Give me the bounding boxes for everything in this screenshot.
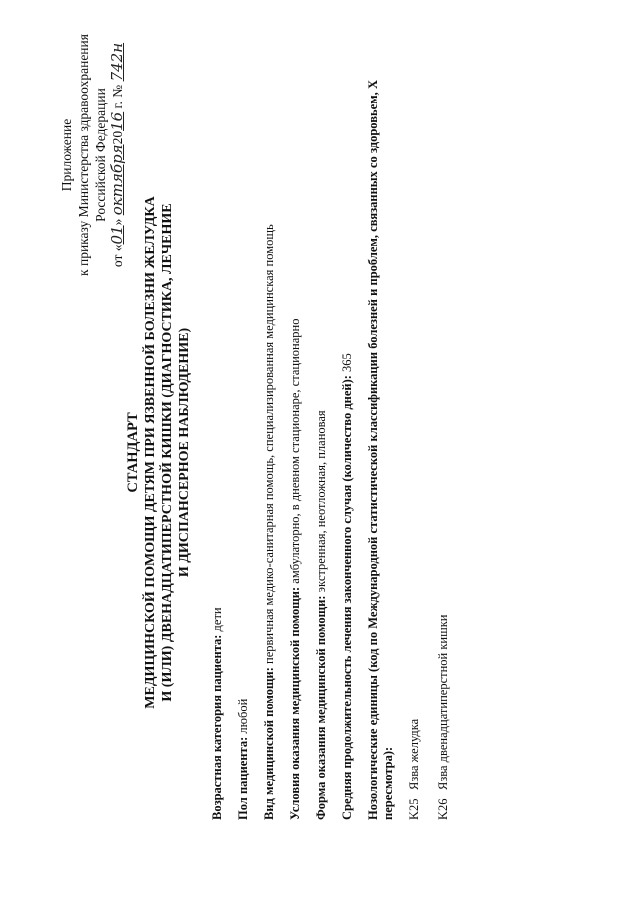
- field-value: 365: [340, 353, 354, 376]
- field-value: экстренная, неотложная, плановая: [314, 410, 328, 596]
- field-duration: [340, 80, 355, 820]
- field-label: Возрастная категория пациента:: [210, 634, 224, 820]
- icd-code: K25: [407, 798, 421, 820]
- field-sex: [236, 80, 251, 820]
- field-label: Форма оказания медицинской помощи:: [314, 595, 328, 820]
- field-value: любой: [236, 698, 250, 737]
- handwritten-day: 01: [108, 225, 126, 245]
- icd-code: K26: [436, 798, 450, 820]
- appendix-ministry-line: Российской Федерации: [93, 88, 108, 222]
- list-item: [436, 80, 451, 820]
- date-mid: »: [110, 218, 125, 226]
- title-line-2: И (ИЛИ) ДВЕНАДЦАТИПЕРСТНОЙ КИШКИ (ДИАГНОСТИКА, ЛЕЧЕНИЕ: [160, 203, 175, 702]
- field-label: Пол пациента:: [236, 736, 250, 820]
- field-label: Вид медицинской помощи:: [262, 667, 276, 820]
- icd-name: Язва желудка: [407, 718, 421, 790]
- year-prefix: 20: [110, 130, 125, 145]
- list-item: [407, 80, 422, 820]
- appendix-header: [58, 25, 126, 285]
- field-value: первичная медико-санитарная помощь, специализированная медицинская помощь: [262, 224, 276, 668]
- date-prefix: от «: [110, 244, 125, 268]
- icd-code-list: [407, 80, 451, 820]
- field-label: Средняя продолжительность лечения законченного случая (количество дней):: [340, 375, 354, 820]
- appendix-date-line: [109, 25, 126, 285]
- field-care-conditions: [288, 80, 303, 820]
- field-label: Условия оказания медицинской помощи:: [288, 586, 302, 820]
- field-care-type: [262, 80, 277, 820]
- document-title: [125, 0, 193, 905]
- field-care-form: [314, 80, 329, 820]
- title-line-3: И ДИСПАНСЕРНОЕ НАБЛЮДЕНИЕ): [177, 327, 192, 578]
- title-heading: СТАНДАРТ: [125, 412, 141, 493]
- field-value: дети: [210, 607, 224, 635]
- icd-name: Язва двенадцатиперстной кишки: [436, 614, 450, 790]
- field-age-category: [210, 80, 225, 820]
- handwritten-year: 16: [108, 111, 126, 131]
- field-value: амбулаторно, в дневном стационаре, стационарно: [288, 318, 302, 587]
- document-body: [210, 80, 465, 820]
- appendix-label: Приложение: [59, 118, 74, 192]
- title-line-1: МЕДИЦИНСКОЙ ПОМОЩИ ДЕТЯМ ПРИ ЯЗВЕННОЙ БОЛЕЗНИ ЖЕЛУДКА: [143, 196, 158, 709]
- handwritten-month: октября: [108, 144, 126, 216]
- handwritten-order-number: 742н: [108, 42, 126, 82]
- number-prefix: г. №: [110, 84, 125, 109]
- appendix-order-line: к приказу Министерства здравоохранения: [76, 34, 91, 276]
- nosology-heading: Нозологические единицы (код по Международной статистической классификации болезней и проблем, связанных со здоровьем, X пересмотра):: [366, 80, 395, 820]
